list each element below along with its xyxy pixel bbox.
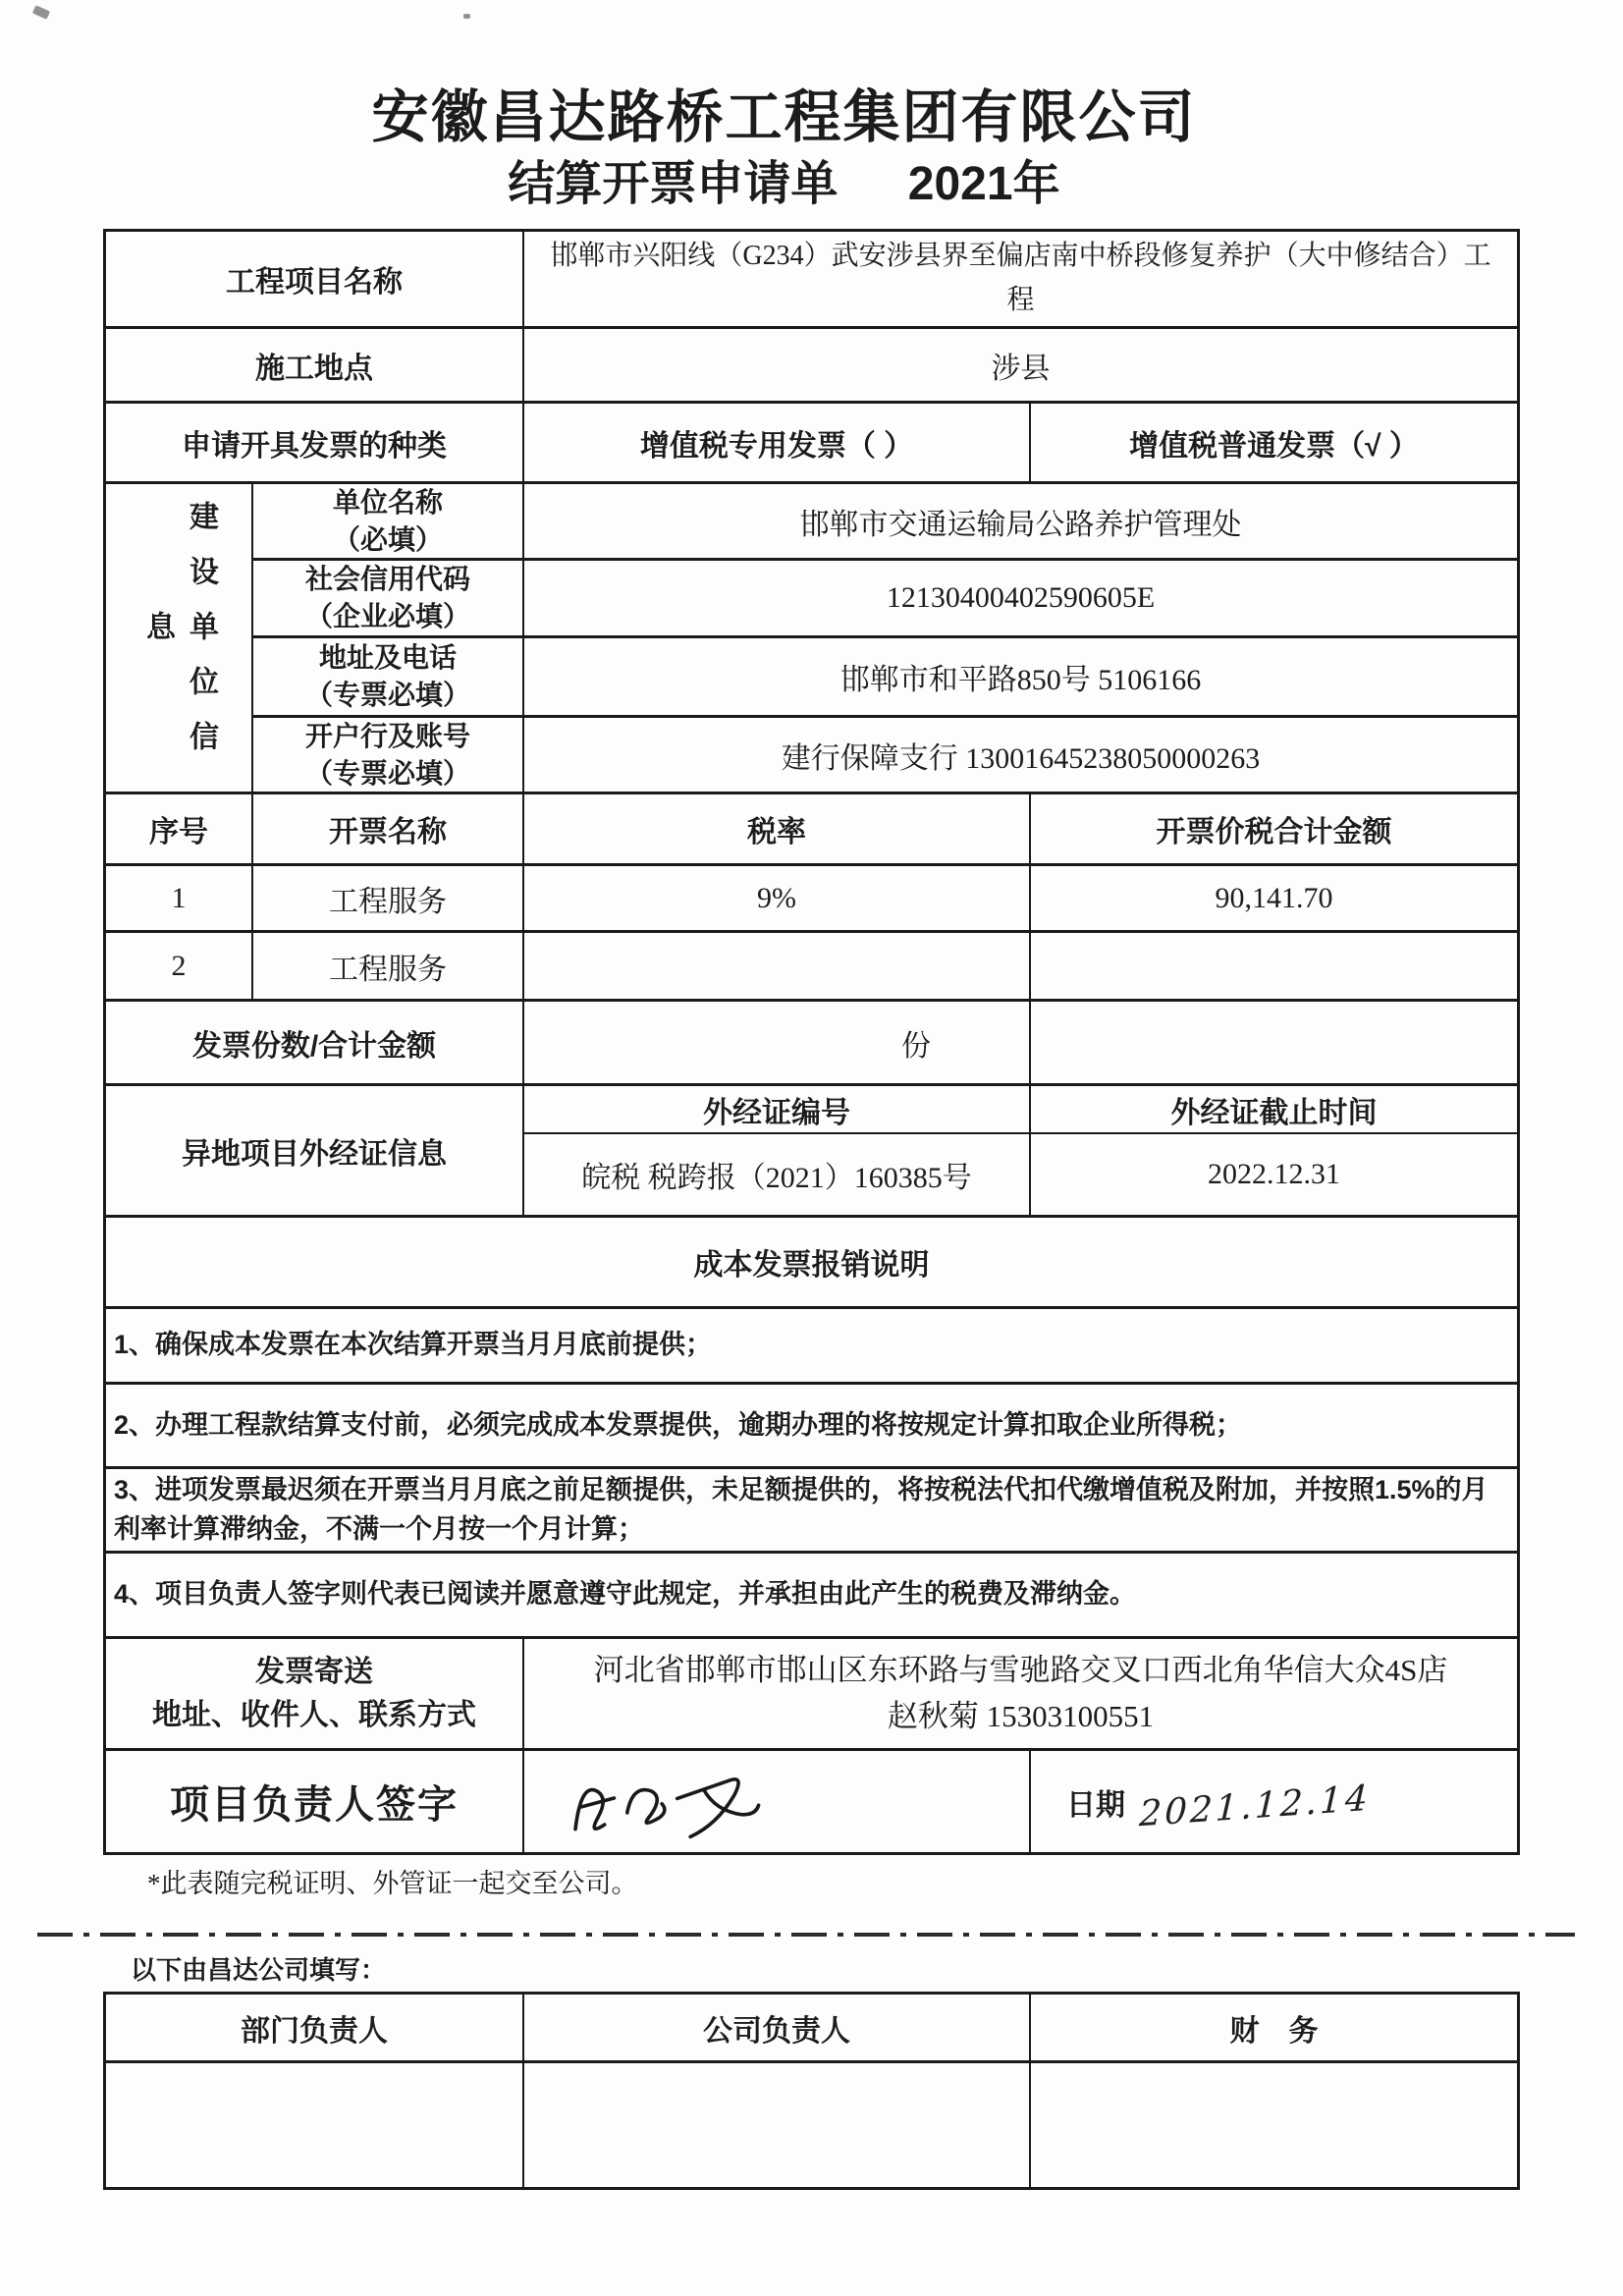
note-4: 4、项目负责人签字则代表已阅读并愿意遵守此规定，并承担由此产生的税费及滞纳金。 xyxy=(114,1579,1137,1610)
main-form-table xyxy=(103,229,1520,1855)
note-1: 1、确保成本发票在本次结算开票当月月底前提供； xyxy=(114,1330,713,1360)
bank-account-row xyxy=(253,718,1517,792)
signing-row xyxy=(106,1751,1517,1852)
finance-header: 财 务 xyxy=(1229,2014,1319,2048)
handwritten-signature xyxy=(558,1760,784,1844)
notes-title: 成本发票报销说明 xyxy=(693,1249,930,1282)
unit-name-label: 单位名称 （必填） xyxy=(253,484,524,558)
company-title: 安徽昌达路桥工程集团有限公司 xyxy=(371,85,1197,149)
unit-info-group-label: 建设单位信息 xyxy=(106,484,253,792)
invoice-count-row xyxy=(106,1002,1517,1086)
item-2-rate xyxy=(524,933,1031,999)
dashed-separator xyxy=(37,1933,1575,1937)
unit-info-rows xyxy=(253,484,1517,792)
location-label: 施工地点 xyxy=(106,329,524,401)
footnote: *此表随完税证明、外管证一起交至公司。 xyxy=(147,1869,638,1898)
form-title xyxy=(0,145,1596,213)
item-1-amount: 90,141.70 xyxy=(1215,881,1333,914)
invoice-type-special: 增值税专用发票（ ） xyxy=(524,404,1031,481)
date-label: 日期 xyxy=(1066,1788,1125,1822)
waijing-value-row xyxy=(524,1134,1517,1215)
project-name-value: 邯郸市兴阳线（G234）武安涉县界至偏店南中桥段修复养护（大中修结合）工程 xyxy=(550,241,1491,315)
bank-account-value: 建行保障支行 13001645238050000263 xyxy=(781,741,1261,775)
signature-cell xyxy=(524,1751,1031,1852)
note-row-3 xyxy=(106,1469,1517,1554)
credit-code-label: 社会信用代码 （企业必填） xyxy=(253,561,524,635)
credit-code-row xyxy=(253,561,1517,638)
dept-manager-header: 部门负责人 xyxy=(106,1995,524,2060)
note-row-1 xyxy=(106,1309,1517,1385)
project-name-row xyxy=(106,232,1517,329)
delivery-recipient-phone: 赵秋菊 15303100551 xyxy=(887,1698,1155,1733)
location-row xyxy=(106,329,1517,404)
delivery-label: 发票寄送 地址、收件人、联系方式 xyxy=(106,1639,524,1748)
date-cell xyxy=(1031,1751,1517,1852)
credit-code-value: 12130400402590605E xyxy=(886,581,1156,614)
form-year: 2021年 xyxy=(907,158,1060,210)
address-phone-label: 地址及电话 （专票必填） xyxy=(253,638,524,715)
company-fill-intro: 以下由昌达公司填写： xyxy=(131,1955,387,1985)
unit-info-block xyxy=(106,484,1517,794)
company-approval-table xyxy=(103,1992,1520,2190)
note-row-4 xyxy=(106,1554,1517,1639)
location-value: 涉县 xyxy=(991,352,1051,385)
finance-empty xyxy=(1031,2063,1517,2187)
item-2-amount xyxy=(1031,933,1517,999)
company-manager-empty xyxy=(524,2063,1031,2187)
note-3: 3、进项发票最迟须在开票当月月底之前足额提供，未足额提供的，将按税法代扣代缴增值税及附加，并按照1.5%的月利率计算滞纳金，不满一个月按一个月计算； xyxy=(114,1475,1488,1544)
items-header-name: 开票名称 xyxy=(253,794,524,863)
notes-title-row xyxy=(106,1218,1517,1309)
items-header-no: 序号 xyxy=(106,794,253,863)
unit-name-value: 邯郸市交通运输局公路养护管理处 xyxy=(799,508,1242,541)
address-phone-row xyxy=(253,638,1517,718)
unit-name-row xyxy=(253,484,1517,561)
item-2-name: 工程服务 xyxy=(253,933,524,999)
waijing-block xyxy=(106,1086,1517,1218)
project-name-label: 工程项目名称 xyxy=(106,232,524,326)
waijing-no-header: 外经证编号 xyxy=(524,1086,1031,1132)
waijing-header-row xyxy=(524,1086,1517,1134)
delivery-address: 河北省邯郸市邯山区东环路与雪驰路交叉口西北角华信大众4S店 xyxy=(593,1653,1448,1687)
bank-account-label: 开户行及账号 （专票必填） xyxy=(253,718,524,792)
delivery-row xyxy=(106,1639,1517,1751)
note-2: 2、办理工程款结算支付前，必须完成成本发票提供，逾期办理的将按规定计算扣取企业所得税； xyxy=(114,1409,1243,1440)
delivery-value xyxy=(524,1639,1517,1748)
signing-label: 项目负责人签字 xyxy=(106,1751,524,1852)
items-header-row xyxy=(106,794,1517,866)
waijing-deadline-value: 2022.12.31 xyxy=(1208,1158,1340,1190)
item-2-no: 2 xyxy=(106,933,253,999)
waijing-deadline-header: 外经证截止时间 xyxy=(1170,1096,1378,1129)
invoice-count-unit: 份 xyxy=(524,1002,1031,1083)
item-1-rate: 9% xyxy=(524,866,1031,930)
dept-manager-empty xyxy=(106,2063,524,2187)
invoice-count-label: 发票份数/合计金额 xyxy=(106,1002,524,1083)
scan-artifact xyxy=(463,14,470,19)
items-header-rate: 税率 xyxy=(524,794,1031,863)
scan-artifact xyxy=(32,5,50,20)
item-row-1 xyxy=(106,866,1517,933)
invoice-type-row xyxy=(106,404,1517,484)
invoice-total-empty xyxy=(1031,1002,1517,1083)
note-row-2 xyxy=(106,1385,1517,1469)
invoice-type-general-checked: 增值税普通发票（√ ） xyxy=(1129,429,1419,463)
waijing-no-value: 皖税 税跨报（2021）160385号 xyxy=(524,1134,1031,1215)
address-phone-value: 邯郸市和平路850号 5106166 xyxy=(839,664,1202,696)
item-1-no: 1 xyxy=(106,866,253,930)
items-header-amount: 开票价税合计金额 xyxy=(1156,816,1392,848)
form-title-text: 结算开票申请单 xyxy=(508,158,839,210)
waijing-cols xyxy=(524,1086,1517,1215)
handwritten-date: 2021.12.14 xyxy=(1138,1777,1372,1835)
approval-empty-row xyxy=(106,2063,1517,2187)
invoice-type-label: 申请开具发票的种类 xyxy=(106,404,524,481)
company-manager-header: 公司负责人 xyxy=(524,1995,1031,2060)
approval-header-row xyxy=(106,1995,1517,2063)
item-1-name: 工程服务 xyxy=(253,866,524,930)
item-row-2 xyxy=(106,933,1517,1002)
waijing-label: 异地项目外经证信息 xyxy=(106,1086,524,1215)
